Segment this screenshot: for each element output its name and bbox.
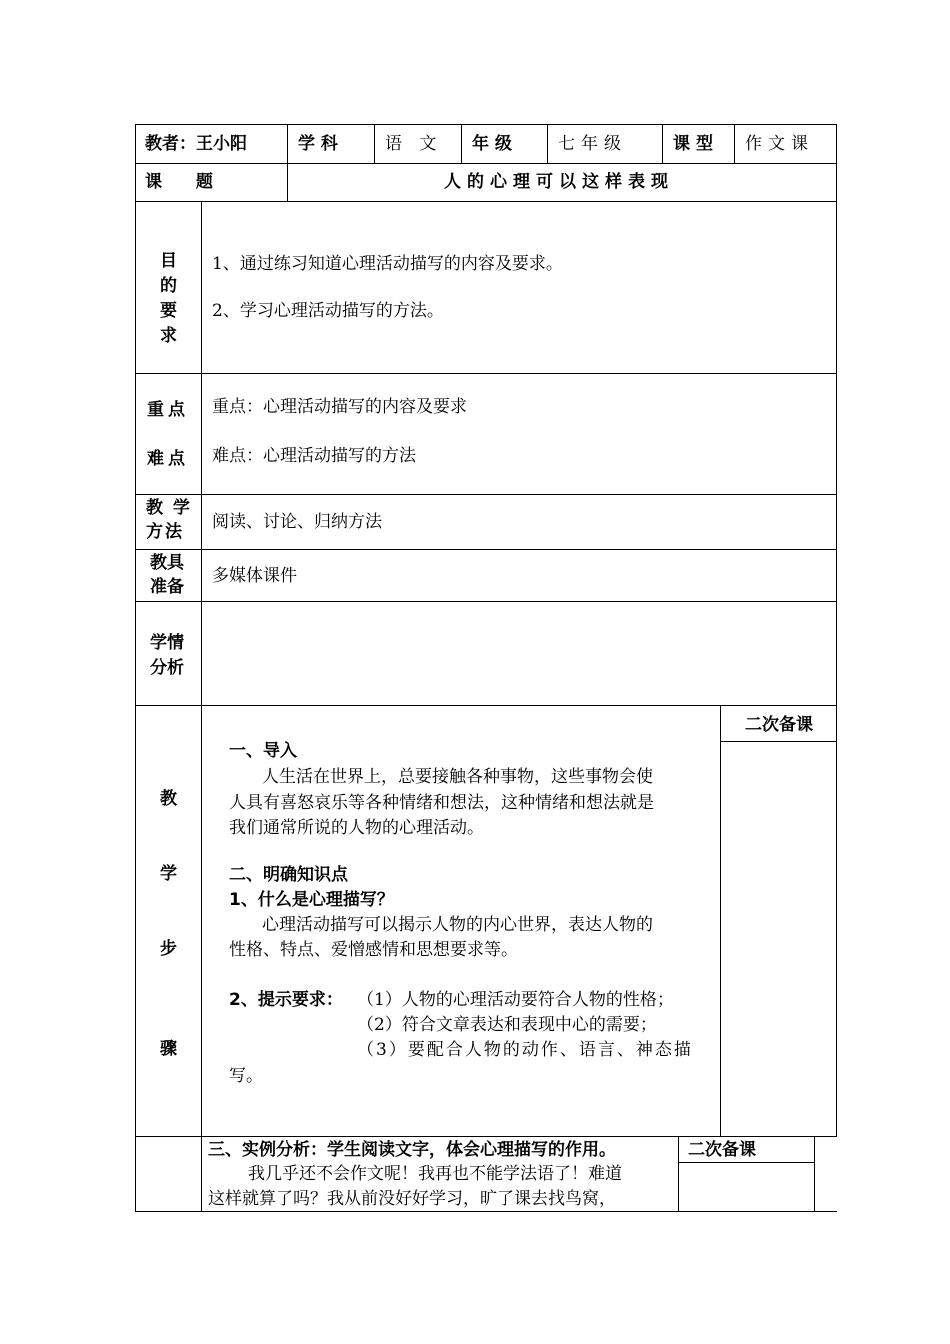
q1-line-1: 心理活动描写可以揭示人物的内心世界，表达人物的 bbox=[262, 915, 653, 935]
steps-label: 教 学 步 骤 bbox=[160, 789, 177, 1059]
subject-value: 语 文 bbox=[385, 134, 443, 154]
teacher-label: 教者：王小阳 bbox=[145, 134, 247, 154]
analysis-label-1: 学情 bbox=[150, 633, 184, 653]
intro-line-3: 我们通常所说的人物的心理活动。 bbox=[229, 818, 484, 838]
intro-line-2: 人具有喜怒哀乐等各种情绪和想法，这种情绪和想法就是 bbox=[229, 793, 654, 813]
tools-value: 多媒体课件 bbox=[212, 566, 297, 586]
difficulty-label: 难点 bbox=[147, 449, 189, 469]
difficulty-text: 难点：心理活动描写的方法 bbox=[212, 446, 416, 466]
intro-line-1: 人生活在世界上，总要接触各种事物，这些事物会使 bbox=[262, 767, 653, 787]
section-intro-title: 一、导入 bbox=[229, 741, 297, 761]
type-value: 作文课 bbox=[745, 134, 814, 154]
keypoint-text: 重点：心理活动描写的内容及要求 bbox=[212, 397, 467, 417]
tools-label-2: 准备 bbox=[150, 577, 184, 597]
tools-label-1: 教具 bbox=[150, 553, 184, 573]
q2-requirement-2: （2）符合文章表达和表现中心的需要； bbox=[357, 1015, 657, 1035]
q2-requirement-3: （3）要配合人物的动作、语言、神态描 bbox=[357, 1040, 693, 1060]
q1-line-2: 性格、特点、爱憎感情和思想要求等。 bbox=[229, 940, 518, 960]
goal-item-2: 2、学习心理活动描写的方法。 bbox=[212, 301, 444, 321]
goal-item-1: 1、通过练习知道心理活动描写的内容及要求。 bbox=[212, 254, 563, 274]
type-label: 课型 bbox=[673, 134, 719, 154]
q2-requirement-1: （1）人物的心理活动要符合人物的性格； bbox=[357, 990, 674, 1010]
grade-value: 七年级 bbox=[558, 134, 627, 154]
analysis-label-2: 分析 bbox=[150, 658, 184, 678]
example-line-2: 这样就算了吗？我从前没好好学习，旷了课去找鸟窝， bbox=[208, 1189, 616, 1209]
topic-label: 课 题 bbox=[145, 172, 227, 192]
goals-label: 目 的 要 求 bbox=[160, 251, 177, 346]
q2-title: 2、提示要求： bbox=[229, 990, 343, 1010]
section-knowledge-title: 二、明确知识点 bbox=[229, 865, 348, 885]
second-prep-header-2: 二次备课 bbox=[688, 1140, 756, 1160]
topic-title: 人的心理可以这样表现 bbox=[444, 172, 674, 192]
method-label-2: 方法 bbox=[146, 522, 184, 542]
example-line-1: 我几乎还不会作文呢！我再也不能学法语了！难道 bbox=[248, 1164, 622, 1184]
q1-title: 1、什么是心理描写？ bbox=[229, 890, 394, 910]
example-title: 三、实例分析：学生阅读文字，体会心理描写的作用。 bbox=[208, 1140, 616, 1160]
grade-label: 年 级 bbox=[472, 134, 512, 154]
second-prep-header: 二次备课 bbox=[745, 715, 813, 735]
subject-label: 学 科 bbox=[298, 134, 338, 154]
method-label-1: 教 学 bbox=[146, 498, 192, 518]
keypoint-label: 重点 bbox=[147, 400, 189, 420]
method-value: 阅读、讨论、归纳方法 bbox=[212, 512, 382, 532]
q2-requirement-3-cont: 写。 bbox=[229, 1066, 263, 1086]
